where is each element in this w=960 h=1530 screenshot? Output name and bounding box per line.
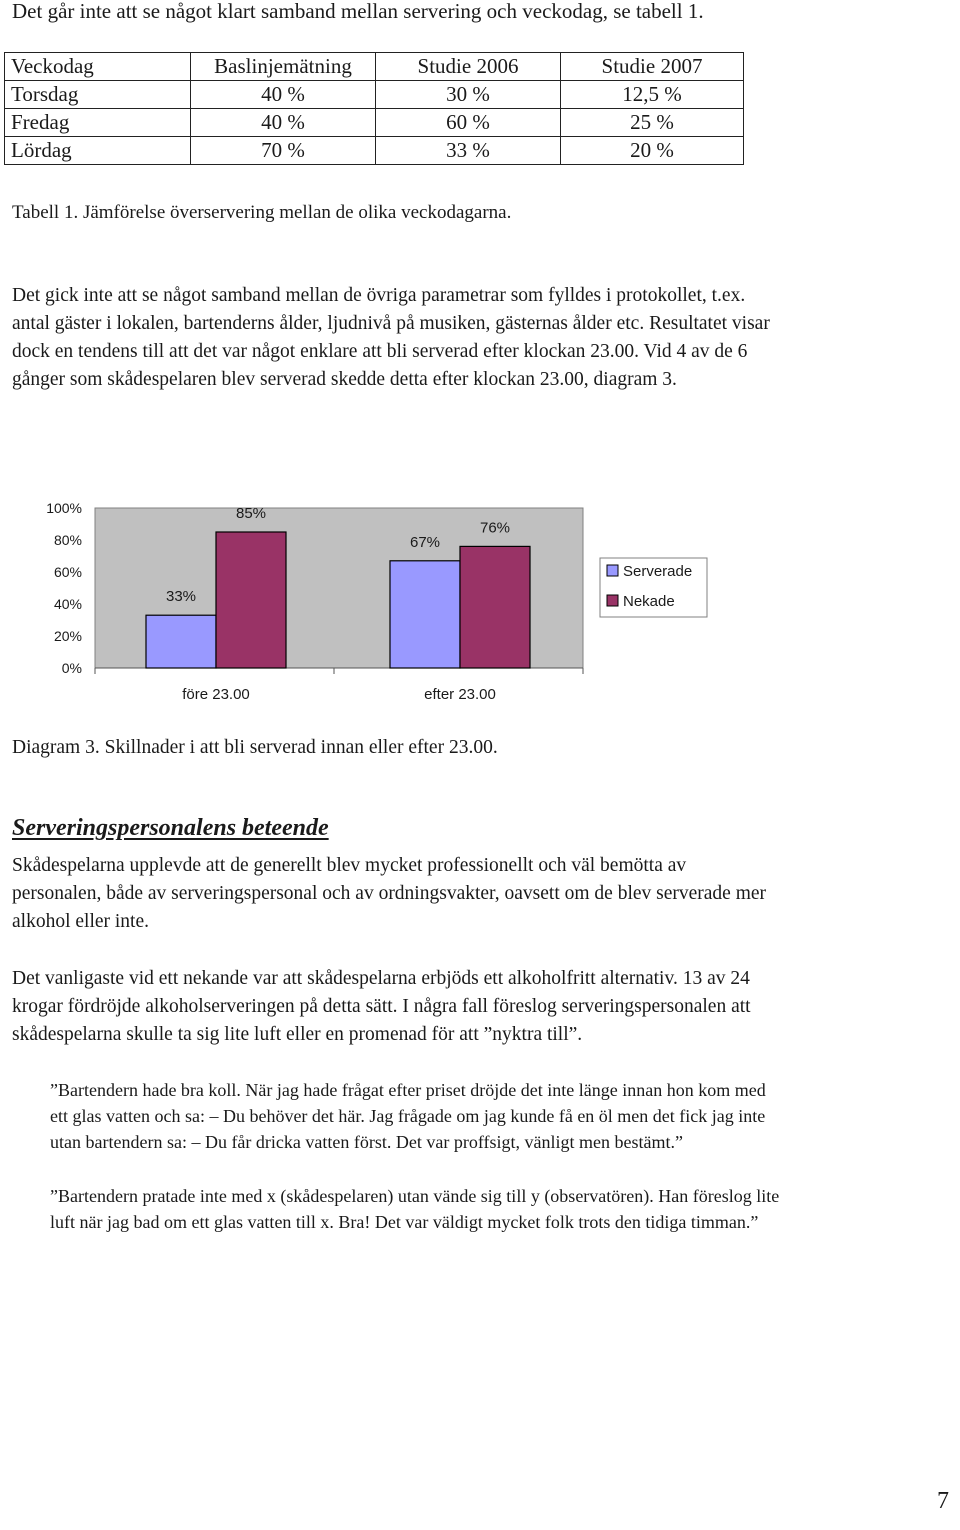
table-header-cell: Studie 2007 [561,53,744,81]
paragraph-line: alkohol eller inte. [12,911,149,932]
y-tick-label: 100% [46,500,82,516]
quote-line: luft när jag bad om ett glas vatten till x. Bra! Det var väldigt mycket folk trots den tidiga timman.” [50,1212,759,1232]
y-tick-label: 0% [61,660,82,676]
quote-line: ”Bartendern hade bra koll. När jag hade frågat efter priset dröjde det inte länge innan hon kom med [50,1080,766,1100]
quote-1 [50,1077,766,1155]
table-cell: 25 % [561,109,744,137]
bar-chart [0,490,960,720]
y-tick-label: 40% [53,596,82,612]
table-cell: 60 % [376,109,561,137]
quote-line: utan bartendern sa: – Du får dricka vatten först. Det var proffsigt, vänligt men bestämt.” [50,1132,683,1152]
table-cell: 12,5 % [561,81,744,109]
table-header-cell: Baslinjemätning [191,53,376,81]
table-cell: 33 % [376,137,561,165]
table-cell: Torsdag [5,81,191,109]
data-label: 85% [235,505,267,522]
table-cell: Lördag [5,137,191,165]
table-row [5,109,744,137]
bar [460,546,530,668]
paragraph-line: gånger som skådespelaren blev serverad skedde detta efter klockan 23.00, diagram 3. [12,369,677,390]
data-label: 67% [409,533,441,551]
paragraph-2 [12,852,766,936]
section-heading: Serveringspersonalens beteende [12,815,329,841]
table-cell: Fredag [5,109,191,137]
comparison-table [4,52,744,165]
legend-swatch [607,595,618,606]
table-cell: 40 % [191,109,376,137]
paragraph-line: Det vanligaste vid ett nekande var att skådespelarna erbjöds ett alkoholfritt alternativ. 13 av 24 [12,968,750,989]
paragraph-3 [12,965,751,1049]
bar [216,532,286,668]
page-number: 7 [937,1488,949,1514]
legend-label: Serverade [623,563,693,580]
table-cell: 70 % [191,137,376,165]
table-cell: 40 % [191,81,376,109]
paragraph-line: personalen, både av serveringspersonal och av ordningsvakter, oavsett om de blev serverade mer [12,883,767,904]
paragraph-line: skådespelarna skulle ta sig lite luft eller en promenad för att ”nyktra till”. [12,1024,583,1045]
y-tick-label: 60% [53,564,82,580]
paragraph-1 [12,282,770,394]
table-header-cell: Studie 2006 [376,53,561,81]
table-row [5,137,744,165]
legend-swatch [607,565,618,576]
table-cell: 30 % [376,81,561,109]
quote-line: ett glas vatten och sa: – Du behöver det här. Jag frågade om jag kunde få en öl men det fick jag inte [50,1106,766,1126]
y-tick-label: 80% [53,532,82,548]
bar [390,561,460,668]
paragraph-line: antal gäster i lokalen, bartenderns ålder, ljudnivå på musiken, gästernas ålder etc. Resultatet visar [12,313,770,334]
legend-label: Nekade [623,593,675,610]
x-tick-label: före 23.00 [182,686,250,703]
paragraph-line: Skådespelarna upplevde att de generellt blev mycket professionellt och väl bemötta av [12,855,687,876]
x-tick-label: efter 23.00 [424,686,496,703]
diagram-caption: Diagram 3. Skillnader i att bli serverad innan eller efter 23.00. [12,737,498,758]
paragraph-line: Det gick inte att se något samband mellan de övriga parametrar som fylldes i protokollet, t.ex. [12,285,746,306]
table-cell: 20 % [561,137,744,165]
data-label: 33% [165,588,197,606]
paragraph-line: dock en tendens till att det var något enklare att bli serverad efter klockan 23.00. Vid 4 av de 6 [12,341,748,362]
quote-2 [50,1183,779,1235]
table-caption: Tabell 1. Jämförelse överservering mellan de olika veckodagarna. [12,202,512,223]
bar [146,615,216,668]
paragraph-line: krogar fördröjde alkoholserveringen på detta sätt. I några fall föreslog serveringspersonalen att [12,996,751,1017]
table-header-cell: Veckodag [5,53,191,81]
data-label: 76% [479,519,511,537]
quote-line: ”Bartendern pratade inte med x (skådespelaren) utan vände sig till y (observatören). Han föreslog lite [50,1186,780,1206]
intro-text: Det går inte att se något klart samband mellan servering och veckodag, se tabell 1. [12,0,704,23]
y-tick-label: 20% [53,628,82,644]
table-row [5,81,744,109]
table-header-row [5,53,744,81]
